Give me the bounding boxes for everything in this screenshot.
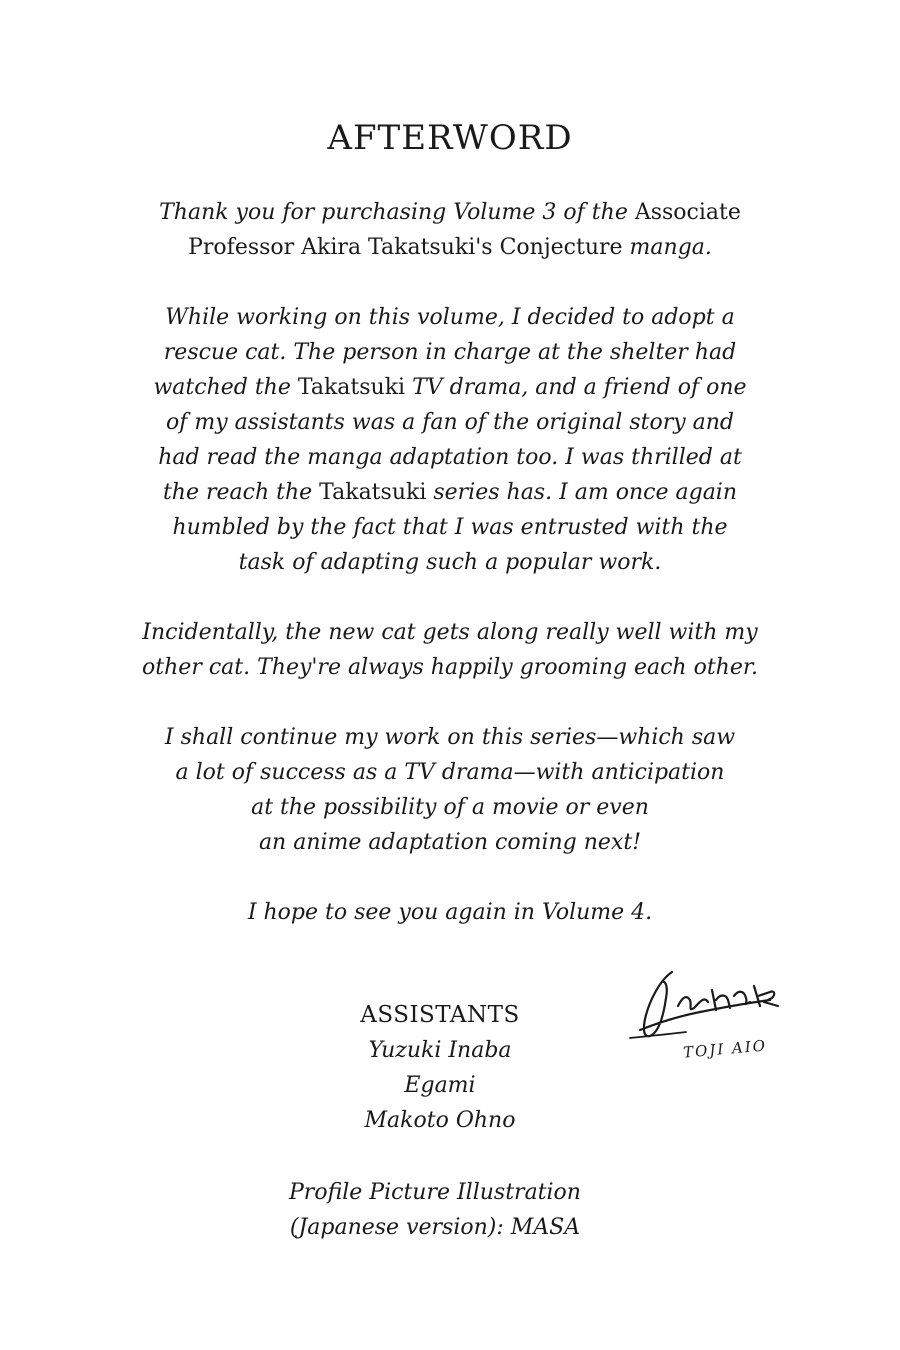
- para4-line-1: I shall continue my work on this series—which saw: [164, 725, 736, 750]
- para2-line-2: rescue cat. The person in charge at the shelter had: [163, 340, 737, 365]
- intro-paragraph: [80, 195, 820, 265]
- para3-line-2: other cat. They're always happily grooming each other.: [142, 655, 758, 680]
- para4-line-3: at the possibility of a movie or even: [251, 795, 649, 820]
- para2-line-6b: series has. I am once again: [433, 480, 738, 505]
- para2-series-title-2: Takatsuki: [319, 480, 427, 505]
- assistants-heading: ASSISTANTS: [360, 1002, 520, 1028]
- para2-line-4: of my assistants was a fan of the original story and: [165, 410, 734, 435]
- cats-paragraph: [80, 615, 820, 685]
- para4-line-4: an anime adaptation coming next!: [258, 830, 642, 855]
- continue-paragraph: [80, 720, 820, 860]
- intro-book-title-1: Associate: [634, 200, 741, 225]
- assistant-name: Makoto Ohno: [364, 1108, 516, 1133]
- para2-line-7: humbled by the fact that I was entrusted with the: [172, 515, 728, 540]
- para2-line-6a: the reach the: [162, 480, 313, 505]
- para2-line-1: While working on this volume, I decided to adopt a: [165, 305, 735, 330]
- para2-line-3: [80, 370, 820, 405]
- para2-line-6: [80, 475, 820, 510]
- cat-adoption-paragraph: [80, 300, 820, 580]
- para2-line-8: task of adapting such a popular work.: [238, 550, 662, 575]
- closing-paragraph: I hope to see you again in Volume 4.: [247, 900, 653, 925]
- assistants-credits: [290, 998, 590, 1138]
- intro-book-title-2: Professor Akira Takatsuki's Conjecture: [188, 235, 623, 260]
- para2-line-3a: watched the: [153, 375, 291, 400]
- para2-line-5: had read the manga adaptation too. I was thrilled at: [158, 445, 742, 470]
- signature-name: TOJI AIO: [682, 1036, 768, 1062]
- author-signature: [620, 960, 790, 1080]
- para3-line-1: Incidentally, the new cat gets along really well with my: [142, 620, 758, 645]
- intro-line-2: [80, 230, 820, 265]
- profile-line-2: (Japanese version): MASA: [289, 1215, 581, 1240]
- intro-text-1: Thank you for purchasing Volume 3 of the: [159, 200, 628, 225]
- para4-line-2: a lot of success as a TV drama—with anticipation: [175, 760, 725, 785]
- profile-line-1: Profile Picture Illustration: [289, 1180, 581, 1205]
- profile-credit: [200, 1175, 670, 1245]
- intro-line-1: [80, 195, 820, 230]
- intro-text-2: manga.: [629, 235, 712, 260]
- assistant-name: Yuzuki Inaba: [368, 1038, 512, 1063]
- para2-series-title-1: Takatsuki: [297, 375, 406, 400]
- assistant-name: Egami: [404, 1073, 476, 1098]
- page-title: AFTERWORD: [327, 118, 573, 158]
- para2-line-3b: TV drama, and a friend of one: [412, 375, 747, 400]
